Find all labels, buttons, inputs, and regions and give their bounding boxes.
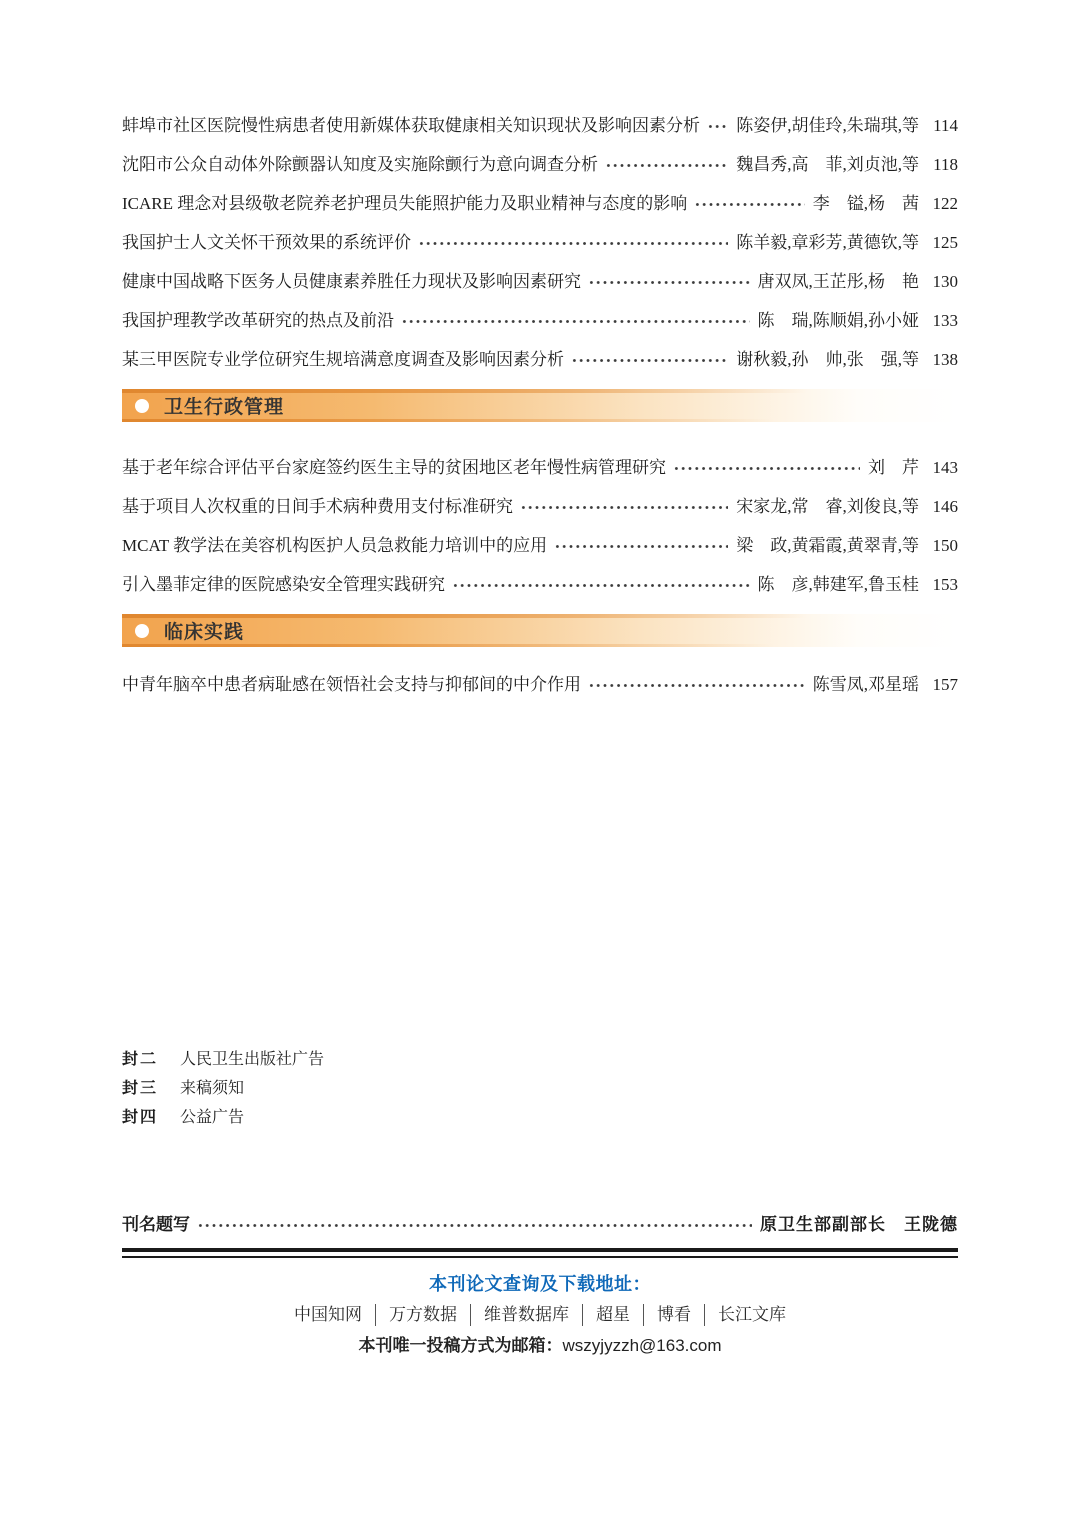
inscription-row: [122, 1215, 958, 1235]
cover-label: 封三: [122, 1080, 159, 1097]
dot-leader: [554, 538, 728, 555]
section-bullet-icon: [135, 624, 149, 638]
dot-leader: [571, 352, 728, 369]
cover-notes-list: [122, 1050, 958, 1128]
article-authors: 刘 芹: [868, 458, 919, 477]
article-page-number: 133: [932, 311, 958, 330]
article-page-number: 138: [932, 350, 958, 369]
toc-article-row: [122, 536, 958, 556]
dot-leader: [588, 274, 750, 291]
cover-text: 人民卫生出版社广告: [180, 1051, 325, 1068]
database-name: 万方数据: [375, 1304, 457, 1326]
inscription-label: 刊名题写: [122, 1215, 190, 1234]
section-header-health-administration: [122, 389, 958, 422]
article-title: 我国护理教学改革研究的热点及前沿: [122, 311, 394, 330]
dot-leader: [520, 499, 728, 516]
article-authors: 陈姿伊,胡佳玲,朱瑞琪,等: [736, 116, 919, 135]
toc-article-row: [122, 497, 958, 517]
article-title: ICARE 理念对县级敬老院养老护理员失能照护能力及职业精神与态度的影响: [122, 194, 688, 213]
footer-download-heading: 本刊论文查询及下载地址：: [429, 1274, 651, 1294]
toc-article-row: [122, 116, 958, 136]
article-page-number: 125: [932, 233, 958, 252]
toc-article-row: [122, 233, 958, 253]
article-title: 中青年脑卒中患者病耻感在领悟社会支持与抑郁间的中介作用: [122, 675, 581, 694]
toc-article-row: [122, 194, 958, 214]
section-title: 卫生行政管理: [164, 397, 285, 418]
dot-leader: [673, 460, 860, 477]
article-authors: 谢秋毅,孙 帅,张 强,等: [736, 350, 919, 369]
article-page-number: 143: [932, 458, 958, 477]
dot-leader: [694, 196, 805, 213]
article-page-number: 122: [932, 194, 958, 213]
cover-text: 来稿须知: [180, 1080, 245, 1097]
section-title: 临床实践: [164, 622, 245, 643]
article-title: 基于老年综合评估平台家庭签约医生主导的贫困地区老年慢性病管理研究: [122, 458, 666, 477]
database-name: 中国知网: [294, 1305, 362, 1324]
database-name: 维普数据库: [470, 1304, 569, 1326]
toc-article-row: [122, 675, 958, 695]
database-name: 超星: [582, 1304, 630, 1326]
toc-section1-article-list: [122, 458, 958, 595]
article-title: 蚌埠市社区医院慢性病患者使用新媒体获取健康相关知识现状及影响因素分析: [122, 116, 700, 135]
cover-note-row: [122, 1079, 958, 1099]
article-page-number: 146: [932, 497, 958, 516]
database-name: 长江文库: [704, 1304, 786, 1326]
article-title: 我国护士人文关怀干预效果的系统评价: [122, 233, 411, 252]
dot-leader: [418, 235, 728, 252]
toc-article-row: [122, 272, 958, 292]
double-rule-divider: [122, 1248, 958, 1258]
footer: [122, 1273, 958, 1357]
article-authors: 陈羊毅,章彩芳,黄德钦,等: [736, 233, 919, 252]
article-authors: 陈 瑞,陈顺娟,孙小娅: [757, 311, 919, 330]
section-bullet-icon: [135, 399, 149, 413]
article-page-number: 157: [932, 675, 958, 694]
cover-label: 封四: [122, 1109, 159, 1126]
toc-section2-article-list: [122, 675, 958, 695]
article-page-number: 118: [933, 155, 958, 174]
inscription-credit: 原卫生部副部长 王陇德: [760, 1215, 958, 1234]
article-authors: 魏昌秀,高 菲,刘贞池,等: [736, 155, 919, 174]
toc-article-row: [122, 575, 958, 595]
toc-article-row: [122, 458, 958, 478]
toc-article-row: [122, 350, 958, 370]
database-name: 博看: [643, 1304, 691, 1326]
toc-article-row: [122, 155, 958, 175]
article-title: MCAT 教学法在美容机构医护人员急救能力培训中的应用: [122, 536, 548, 555]
dot-leader: [588, 677, 805, 694]
submission-prefix: 本刊唯一投稿方式为邮箱：: [358, 1336, 563, 1355]
toc-article-row: [122, 311, 958, 331]
article-authors: 梁 政,黄霜霞,黄翠青,等: [736, 536, 919, 555]
article-title: 某三甲医院专业学位研究生规培满意度调查及影响因素分析: [122, 350, 564, 369]
dot-leader: [197, 1217, 752, 1234]
dot-leader: [605, 157, 728, 174]
article-title: 引入墨菲定律的医院感染安全管理实践研究: [122, 575, 445, 594]
toc-intro-article-list: [122, 116, 958, 370]
dot-leader: [401, 313, 750, 330]
article-title: 基于项目人次权重的日间手术病种费用支付标准研究: [122, 497, 513, 516]
article-authors: 唐双凤,王芷彤,杨 艳: [757, 272, 919, 291]
article-authors: 陈雪凤,邓星瑶: [812, 675, 919, 694]
cover-label: 封二: [122, 1051, 159, 1068]
article-authors: 李 镒,杨 茜: [812, 194, 919, 213]
article-page-number: 130: [932, 272, 958, 291]
article-title: 沈阳市公众自动体外除颤器认知度及实施除颤行为意向调查分析: [122, 155, 598, 174]
database-list: [122, 1304, 958, 1326]
article-page-number: 153: [932, 575, 958, 594]
section-header-clinical-practice: [122, 614, 958, 647]
cover-note-row: [122, 1050, 958, 1070]
dot-leader: [452, 577, 750, 594]
submission-email: wszyjyzzh@163.com: [562, 1336, 722, 1355]
article-authors: 宋家龙,常 睿,刘俊良,等: [736, 497, 919, 516]
article-page-number: 114: [933, 116, 958, 135]
article-authors: 陈 彦,韩建军,鲁玉桂: [757, 575, 919, 594]
article-title: 健康中国战略下医务人员健康素养胜任力现状及影响因素研究: [122, 272, 581, 291]
article-page-number: 150: [932, 536, 958, 555]
cover-note-row: [122, 1108, 958, 1128]
submission-line: [122, 1335, 958, 1357]
cover-text: 公益广告: [180, 1109, 245, 1126]
dot-leader: [707, 118, 728, 135]
